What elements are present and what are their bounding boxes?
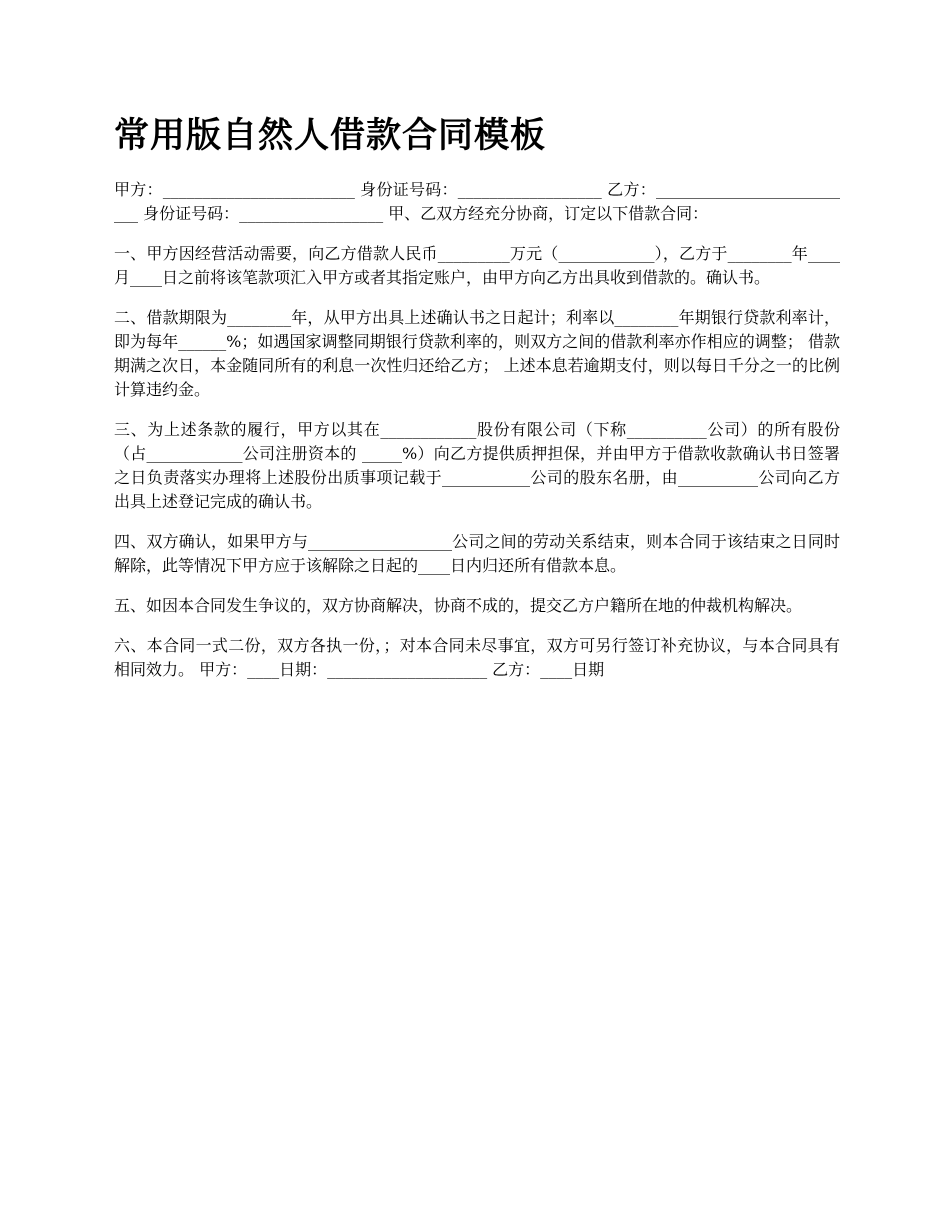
document-page [114, 112, 840, 698]
clause-3-pledge: 三、为上述条款的履行，甲方以其在____________股份有限公司（下称__________公司）的所有股份（占____________公司注册资本的 _____%）向乙方提供质押担保，并由甲方于借款收款确认书日签署之日负责落实办理将上述股份出质事项记载于___________公司的股东名册，由__________公司向乙方出具上述登记完成的确认书。 [114, 420, 840, 511]
clause-6-copies-signatures: 六、本合同一式二份，双方各执一份，；对本合同未尽事宜，双方可另行签订补充协议，与本合同具有相同效力。 甲方：____日期：____________________ 乙方：____日期 [114, 636, 840, 679]
parties-paragraph: 甲方：________________________ 身份证号码：__________________ 乙方：__________________________ 身份证号码：__________________ 甲、乙双方经充分协商，订定以下借款合同： [114, 180, 840, 223]
clause-5-dispute: 五、如因本合同发生争议的，双方协商解决，协商不成的，提交乙方户籍所在地的仲裁机构解决。 [114, 596, 803, 615]
document-title: 常用版自然人借款合同模板 [114, 116, 547, 156]
clause-4-termination: 四、双方确认，如果甲方与__________________公司之间的劳动关系结束，则本合同于该结束之日同时解除，此等情况下甲方应于该解除之日起的____日内归还所有借款本息。 [114, 532, 840, 575]
clause-2-term-interest: 二、借款期限为________年，从甲方出具上述确认书之日起计；利率以________年期银行贷款利率计，即为每年______%；如遇国家调整同期银行贷款利率的，则双方之间的借款利率亦作相应的调整； 借款期满之次日，本金随同所有的利息一次性归还给乙方； 上述本息若逾期支付，则以每日千分之一的比例计算违约金。 [114, 308, 840, 399]
clause-1-loan-amount: 一、甲方因经营活动需要，向乙方借款人民币_________万元（____________），乙方于________年____月____日之前将该笔款项汇入甲方或者其指定账户，由甲方向乙方出具收到借款的。确认书。 [114, 244, 840, 287]
